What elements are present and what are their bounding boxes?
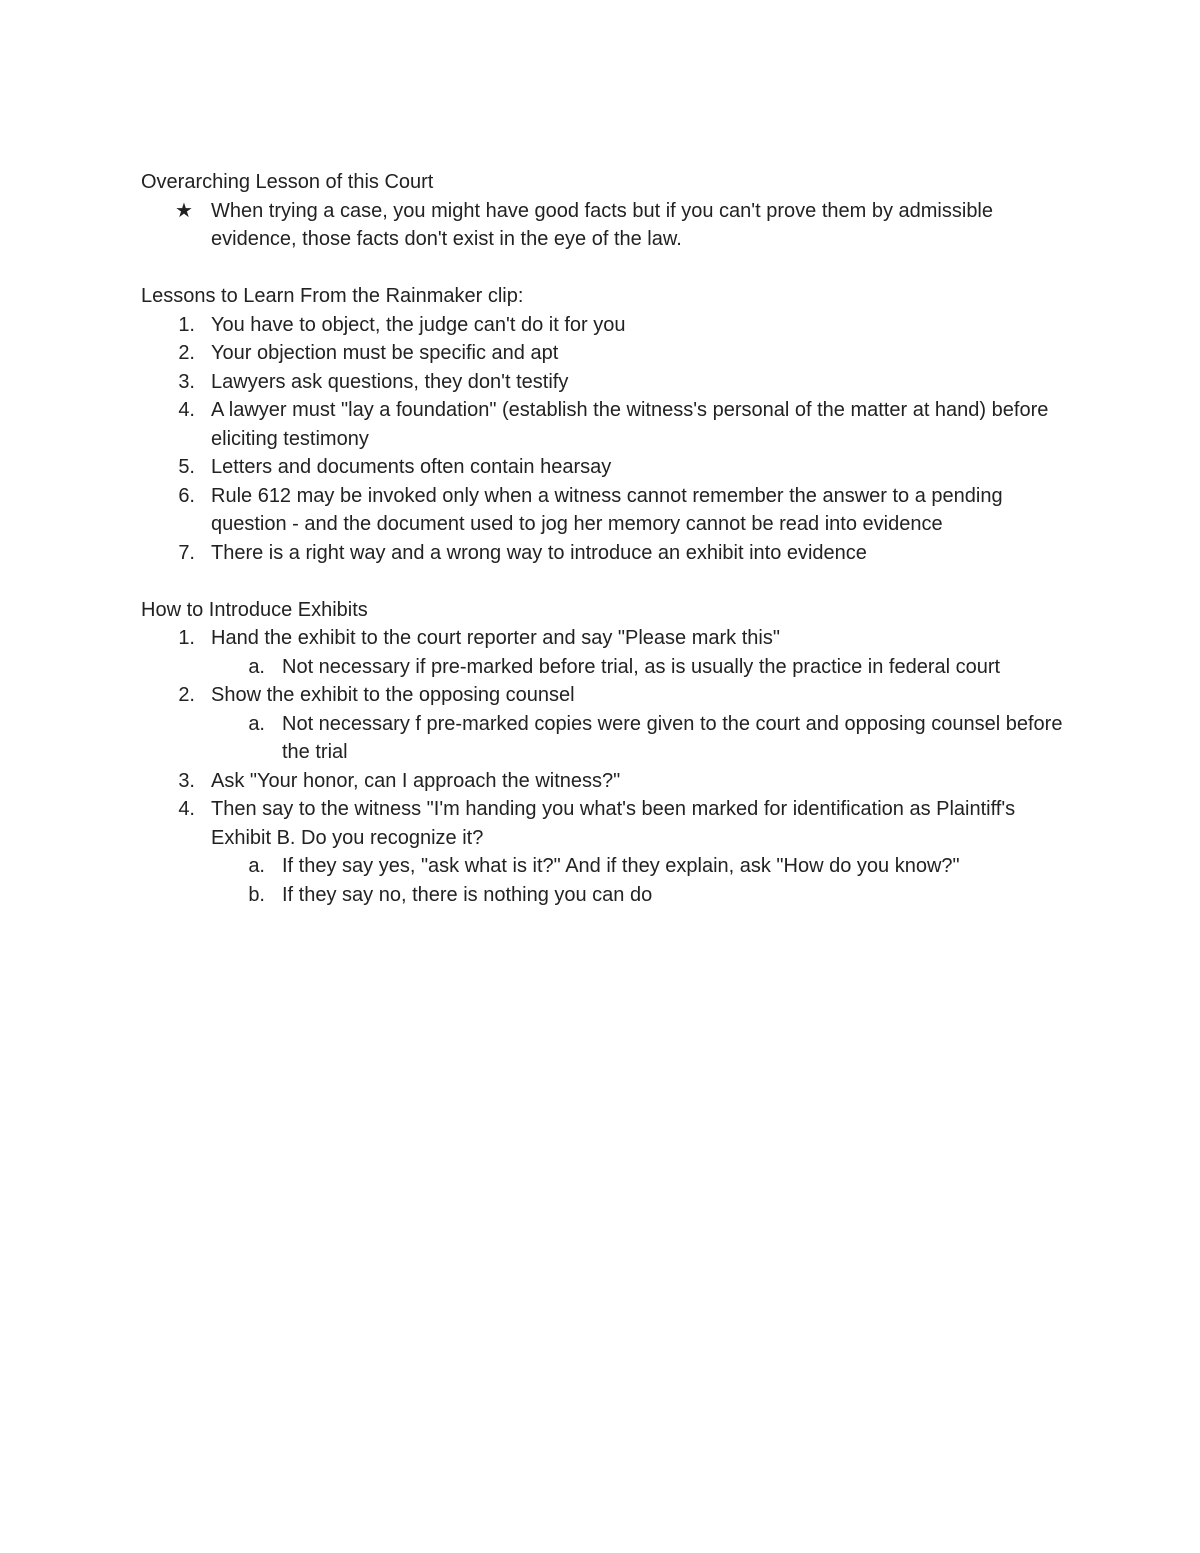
spacer (141, 254, 1071, 283)
list-item (141, 311, 1071, 340)
list-number: 3. (178, 769, 195, 792)
list-item-text: A lawyer must "lay a foundation" (establish the witness's personal of the matter at hand) before eliciting testimony (211, 399, 1049, 450)
sub-list-item-text: Not necessary if pre-marked before trial, as is usually the practice in federal court (282, 655, 1001, 678)
list-item (141, 482, 1071, 539)
list-item (141, 795, 1071, 852)
list-item-text: Then say to the witness "I'm handing you what's been marked for identification as Plaintiff's Exhibit B. Do you recognize it? (211, 798, 1016, 849)
section-introduce-exhibits (141, 596, 1071, 910)
list-item (141, 197, 1071, 254)
list-item (141, 453, 1071, 482)
list-item-text: Your objection must be specific and apt (211, 342, 559, 364)
list-item-text: Lawyers ask questions, they don't testify (211, 370, 569, 393)
list-item (141, 396, 1071, 453)
list-item-text: When trying a case, you might have good facts but if you can't prove them by admissible evidence, those facts don't exist in the eye of the law. (211, 199, 994, 250)
list-item (141, 339, 1071, 368)
list-letter: a. (248, 855, 265, 877)
list-item-text: Ask "Your honor, can I approach the witness?" (211, 769, 621, 792)
list-number: 2. (178, 342, 195, 364)
list-number: 4. (178, 399, 195, 421)
list-letter: a. (248, 712, 265, 735)
section-heading: Lessons to Learn From the Rainmaker clip: (141, 285, 524, 307)
list-number: 3. (178, 370, 195, 393)
list-item (141, 539, 1071, 568)
list-item (141, 681, 1071, 710)
list-number: 4. (178, 798, 195, 820)
section-rainmaker-lessons (141, 282, 1071, 567)
sub-list-item (141, 710, 1071, 767)
list-item-text: Rule 612 may be invoked only when a witness cannot remember the answer to a pending question - and the document used to jog her memory cannot be read into evidence (211, 484, 1003, 535)
list-item (141, 767, 1071, 796)
sub-list-item-text: If they say no, there is nothing you can do (282, 883, 653, 906)
section-heading: Overarching Lesson of this Court (141, 171, 434, 193)
sub-list-item-text: Not necessary f pre-marked copies were given to the court and opposing counsel before the trial (282, 712, 1063, 763)
list-item-text: Letters and documents often contain hearsay (211, 456, 612, 478)
list-number: 5. (178, 456, 195, 478)
list-item (141, 624, 1071, 653)
list-item-text: There is a right way and a wrong way to introduce an exhibit into evidence (211, 541, 867, 564)
spacer (141, 567, 1071, 596)
list-letter: a. (248, 655, 265, 678)
list-number: 2. (178, 684, 195, 706)
list-item-text: You have to object, the judge can't do it for you (211, 313, 626, 336)
sub-list-item (141, 653, 1071, 682)
list-number: 7. (178, 541, 195, 564)
star-bullet-icon: ★ (175, 199, 193, 222)
sub-list-item (141, 852, 1071, 881)
sub-list-item (141, 881, 1071, 910)
list-item (141, 368, 1071, 397)
list-letter: b. (248, 883, 265, 906)
section-heading: How to Introduce Exhibits (141, 598, 368, 621)
sub-list-item-text: If they say yes, "ask what is it?" And if they explain, ask "How do you know?" (282, 855, 960, 877)
list-item-text: Show the exhibit to the opposing counsel (211, 684, 575, 706)
list-item-text: Hand the exhibit to the court reporter and say "Please mark this" (211, 627, 780, 649)
list-number: 6. (178, 484, 195, 507)
section-overarching-lesson (141, 168, 1071, 254)
list-number: 1. (178, 627, 195, 649)
list-number: 1. (178, 313, 195, 336)
document-page (141, 168, 1071, 909)
